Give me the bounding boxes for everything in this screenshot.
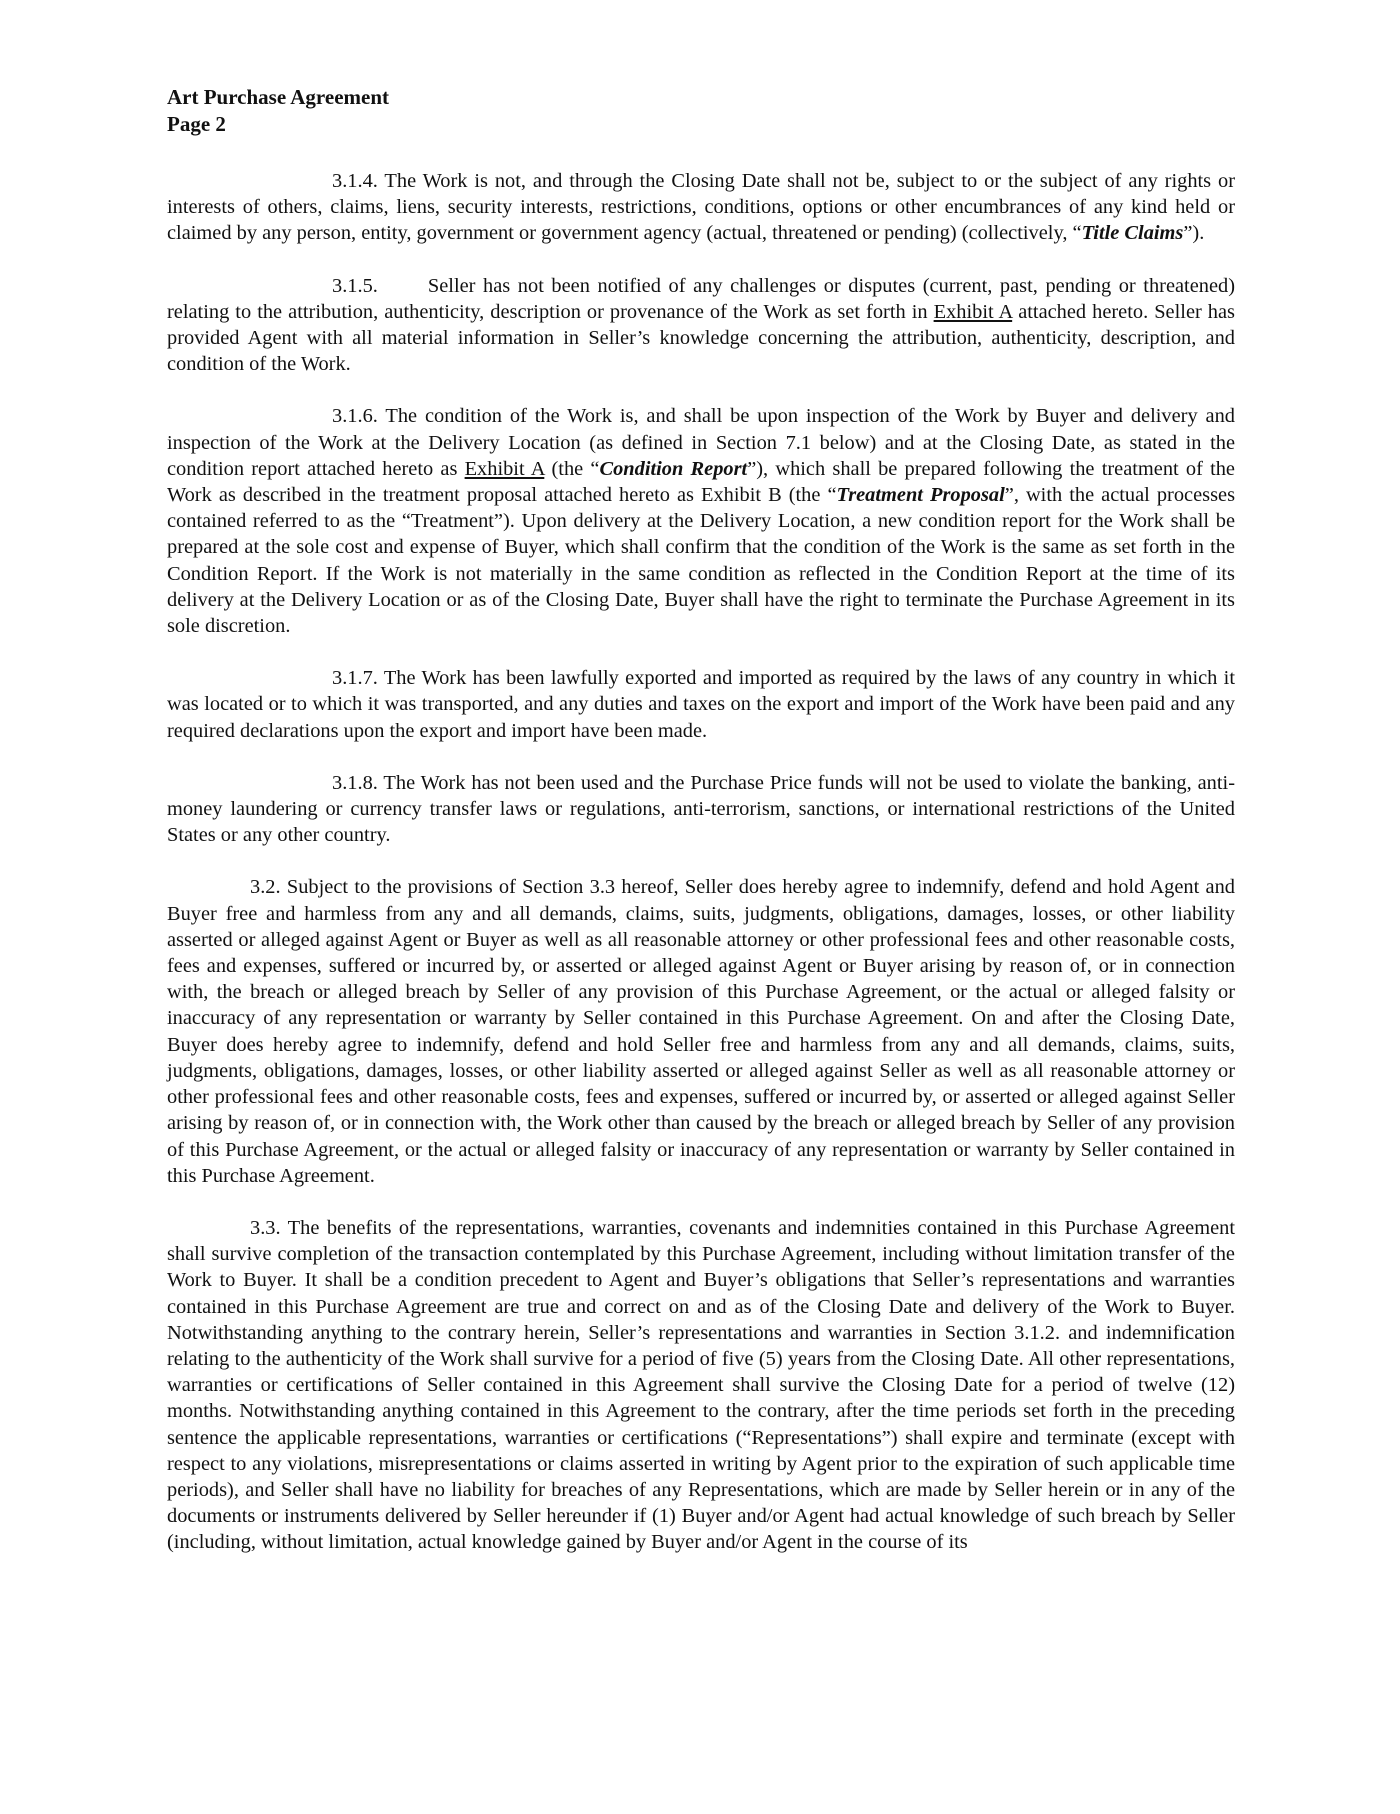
section-text: The Work is not, and through the Closing Date shall not be, subject to or the subject of any rights or interests of others, claims, liens, security interests, restrictions, conditions, options or other encumbrances of any kind held or claimed by any person, entity, government or government agency (actual, threatened or pending) (collectively, “ <box>167 170 1235 245</box>
section-text: The Work has not been used and the Purchase Price funds will not be used to violate the banking, anti-money laundering or currency transfer laws or regulations, anti-terrorism, sanctions, or international restrictions of the United States or any other country. <box>167 771 1235 847</box>
section-number: 3.1.4. <box>332 170 378 192</box>
section-3-1-7 <box>167 665 1235 744</box>
section-text: attached hereto. Seller has provided Agent with all material information in Seller’s knowledge concerning the attribution, authenticity, description, and condition of the Work. <box>167 300 1235 376</box>
section-text: Seller has not been notified of any challenges or disputes (current, past, pending or threatened) relating to the attribution, authenticity, description or provenance of the Work as set forth in <box>167 274 1235 323</box>
section-number: 3.2. <box>250 876 281 899</box>
document-title: Art Purchase Agreement <box>167 85 389 109</box>
section-text: (the “ <box>544 457 600 480</box>
section-number: 3.1.8. <box>332 771 378 794</box>
section-number: 3.1.6. <box>332 405 378 428</box>
section-text: The Work has been lawfully exported and imported as required by the laws of any country in which it was located or to which it was transported, and any duties and taxes on the export and import of the Work have been paid and any required declarations upon the export and import have been made. <box>167 667 1235 742</box>
section-number: 3.3. <box>250 1216 281 1239</box>
section-3-1-4 <box>167 168 1235 247</box>
section-text: Subject to the provisions of Section 3.3 hereof, Seller does hereby agree to indemnify, defend and hold Agent and Buyer free and harmless from any and all demands, claims, suits, judgments, obligations, damages, losses, or other liability asserted or alleged against Agent or Buyer as well as all reasonable attorney or other professional fees and other reasonable costs, fees and expenses, suffered or incurred by, or asserted or alleged against Agent or Buyer arising by reason of, or in connection with, the breach or alleged breach by Seller of any provision of this Purchase Agreement, or the actual or alleged falsity or inaccuracy of any representation or warranty by Seller contained in this Purchase Agreement. On and after the Closing Date, Buyer does hereby agree to indemnify, defend and hold Seller free and harmless from any and all demands, claims, suits, judgments, obligations, damages, losses, or other liability asserted or alleged against Seller as well as all reasonable attorney or other professional fees and other reasonable costs, fees and expenses, suffered or incurred by, or asserted or alleged against Seller arising by reason of, or in connection with, the Work other than caused by the breach or alleged breach by Seller of any provision of this Purchase Agreement, or the actual or alleged falsity or inaccuracy of any representation or warranty by Seller contained in this Purchase Agreement. <box>167 876 1235 1187</box>
section-3-1-5 <box>167 273 1235 378</box>
section-3-2 <box>167 874 1235 1188</box>
exhibit-a-reference: Exhibit A <box>464 457 545 480</box>
document-header <box>167 84 389 138</box>
section-text: ”), which shall be prepared following the treatment of the Work as described in the treatment proposal attached hereto as Exhibit B (the “ <box>167 457 1235 507</box>
page-number: Page 2 <box>167 112 226 136</box>
section-text: ”). <box>1183 222 1205 245</box>
document-body <box>167 168 1235 1556</box>
section-text: ”, with the actual processes contained referred to as the “Treatment”). Upon delivery at the Delivery Location, a new condition report for the Work shall be prepared at the sole cost and expense of Buyer, which shall confirm that the condition of the Work is the same as set forth in the Condition Report. If the Work is not materially in the same condition as reflected in the Condition Report at the time of its delivery at the Delivery Location or as of the Closing Date, Buyer shall have the right to terminate the Purchase Agreement in its sole discretion. <box>167 484 1235 638</box>
section-number: 3.1.5. <box>332 274 378 297</box>
section-text: The condition of the Work is, and shall be upon inspection of the Work by Buyer and delivery and inspection of the Work at the Delivery Location (as defined in Section 7.1 below) and at the Closing Date, as stated in the condition report attached hereto as <box>167 405 1235 480</box>
section-text: The benefits of the representations, warranties, covenants and indemnities contained in this Purchase Agreement shall survive completion of the transaction contemplated by this Purchase Agreement, including without limitation transfer of the Work to Buyer. It shall be a condition precedent to Agent and Buyer’s obligations that Seller’s representations and warranties contained in this Purchase Agreement are true and correct on and as of the Closing Date and delivery of the Work to Buyer. Notwithstanding anything to the contrary herein, Seller’s representations and warranties in Section 3.1.2. and indemnification relating to the authenticity of the Work shall survive for a period of five (5) years from the Closing Date. All other representations, warranties or certifications of Seller contained in this Agreement shall survive the Closing Date for a period of twelve (12) months. Notwithstanding anything contained in this Agreement to the contrary, after the time periods set forth in the preceding sentence the applicable representations, warranties or certifications (“Representations”) shall expire and terminate (except with respect to any violations, misrepresentations or claims asserted in writing by Agent prior to the expiration of such applicable time periods), and Seller shall have no liability for breaches of any Representations, which are made by Seller herein or in any of the documents or instruments delivered by Seller hereunder if (1) Buyer and/or Agent had actual knowledge of such breach by Seller (including, without limitation, actual knowledge gained by Buyer and/or Agent in the course of its <box>167 1216 1235 1554</box>
section-number: 3.1.7. <box>332 667 378 690</box>
section-3-3 <box>167 1215 1235 1556</box>
section-3-1-8 <box>167 770 1235 849</box>
defined-term-condition-report: Condition Report <box>599 457 748 480</box>
section-3-1-6 <box>167 403 1235 639</box>
exhibit-a-reference: Exhibit A <box>933 300 1013 323</box>
defined-term-treatment-proposal: Treatment Proposal <box>836 484 1005 507</box>
defined-term-title-claims: Title Claims <box>1081 222 1184 245</box>
